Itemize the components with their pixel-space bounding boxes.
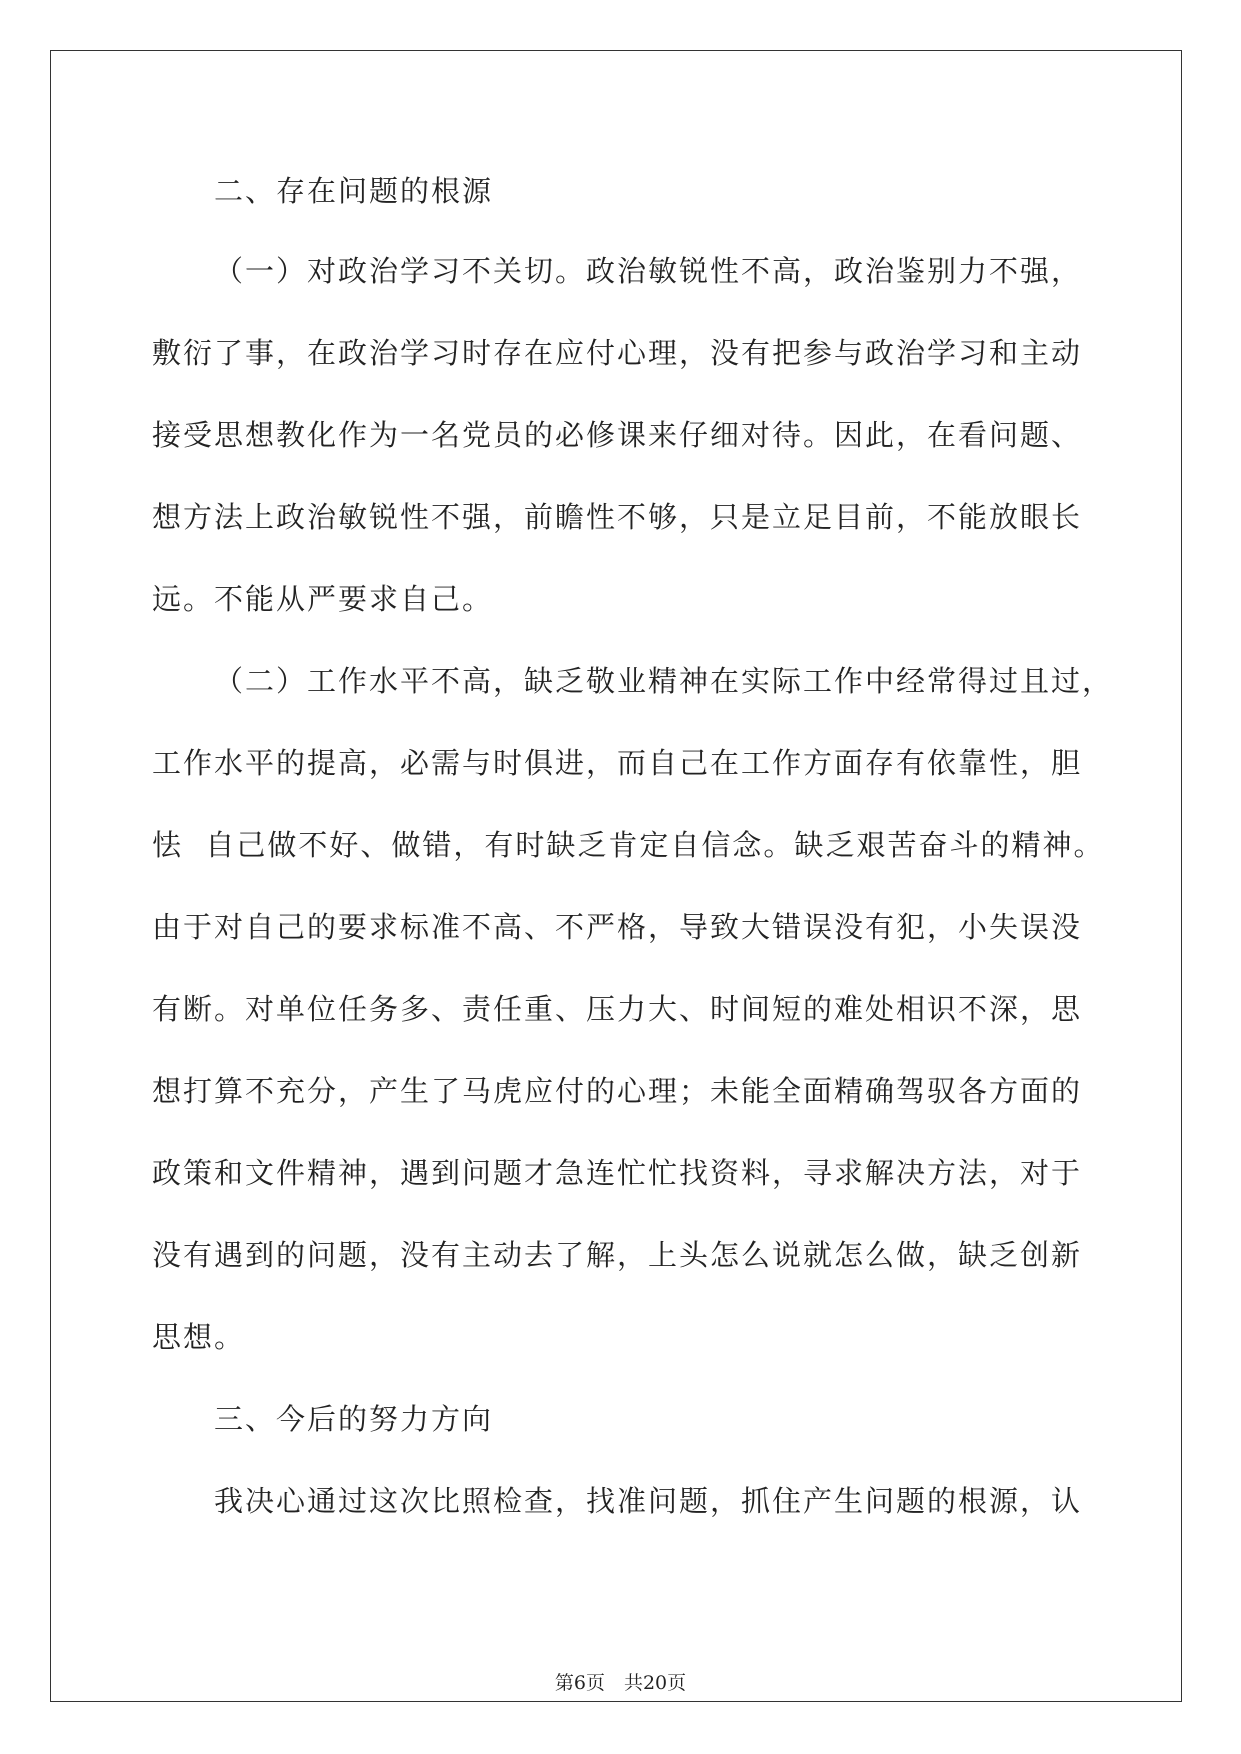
paragraph-line: 政策和文件精神，遇到问题才急连忙忙找资料，寻求解决方法，对于 xyxy=(152,1156,1083,1190)
paragraph-line: （一）对政治学习不关切。政治敏锐性不高，政治鉴别力不强， xyxy=(214,254,1083,288)
paragraph-line: 想打算不充分，产生了马虎应付的心理；未能全面精确驾驭各方面的 xyxy=(152,1074,1083,1108)
paragraph-line: 接受思想教化作为一名党员的必修课来仔细对待。因此，在看问题、 xyxy=(152,418,1083,452)
paragraph-line: 有断。对单位任务多、责任重、压力大、时间短的难处相识不深，思 xyxy=(152,992,1083,1026)
paragraph-line: 我决心通过这次比照检查，找准问题，抓住产生问题的根源，认 xyxy=(214,1484,1083,1518)
page-number-footer: 第6页 共20页 xyxy=(554,1672,687,1694)
paragraph-line: 远。不能从严要求自己。 xyxy=(152,582,494,616)
section-heading-2: 二、存在问题的根源 xyxy=(214,174,494,208)
paragraph-line: 由于对自己的要求标准不高、不严格，导致大错误没有犯，小失误没 xyxy=(152,910,1083,944)
section-heading-3: 三、今后的努力方向 xyxy=(214,1402,494,1436)
paragraph-line: 敷衍了事，在政治学习时存在应付心理，没有把参与政治学习和主动 xyxy=(152,336,1083,370)
paragraph-line: 想方法上政治敏锐性不强，前瞻性不够，只是立足目前，不能放眼长 xyxy=(152,500,1083,534)
paragraph-line: 怯 自己做不好、做错，有时缺乏肯定自信念。缺乏艰苦奋斗的精神。 xyxy=(152,828,1105,862)
page-border xyxy=(50,50,1182,1702)
paragraph-line: 没有遇到的问题，没有主动去了解，上头怎么说就怎么做，缺乏创新 xyxy=(152,1238,1083,1272)
paragraph-line: （二）工作水平不高，缺乏敬业精神在实际工作中经常得过且过， xyxy=(214,664,1114,698)
paragraph-line: 工作水平的提高，必需与时俱进，而自己在工作方面存有依靠性，胆 xyxy=(152,746,1083,780)
paragraph-line: 思想。 xyxy=(152,1320,246,1354)
